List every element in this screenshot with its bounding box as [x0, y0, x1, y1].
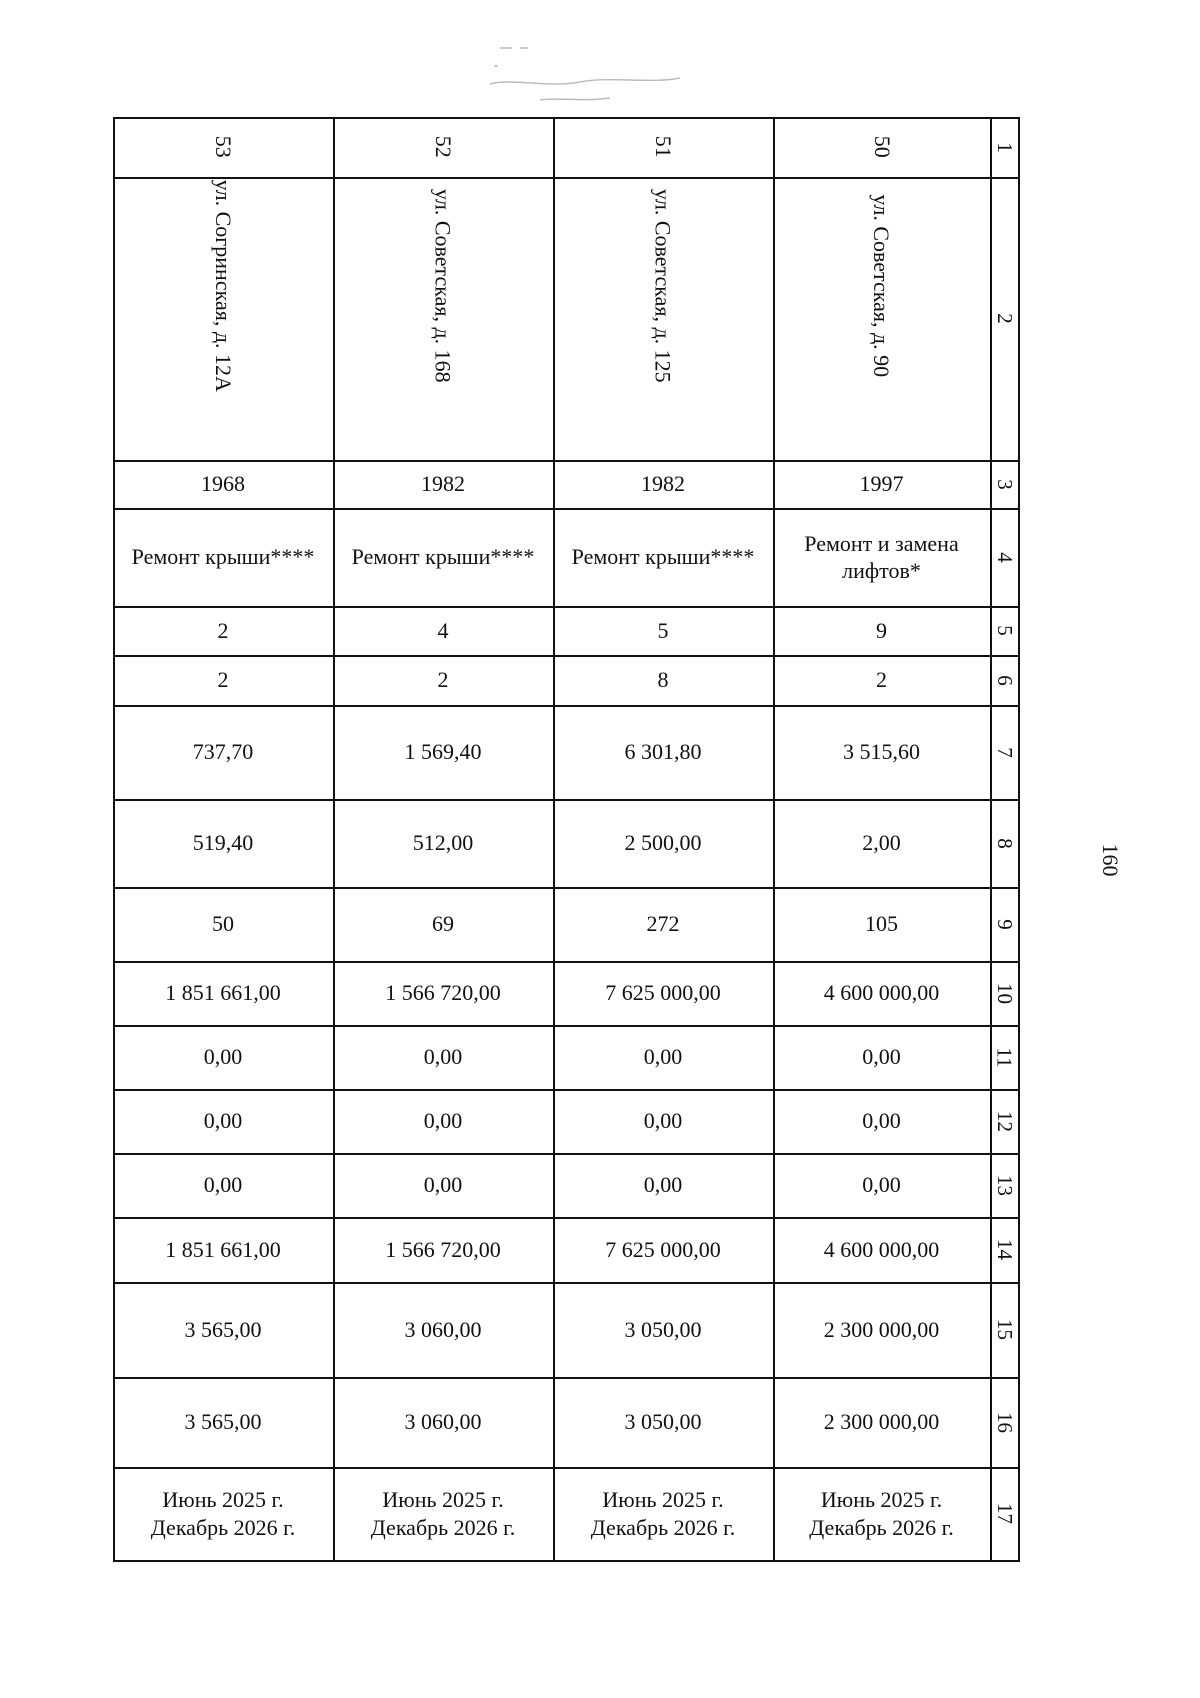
cell-value: 3 060,00 [404, 1409, 482, 1435]
end-date: Декабрь 2026 г. [370, 1514, 516, 1540]
cell-value: 2,00 [862, 830, 901, 856]
column-number-header [990, 177, 1018, 460]
table-cell [553, 606, 773, 655]
cell-value: 2 [217, 617, 229, 643]
column-number-label: 9 [992, 918, 1017, 930]
cell-value: 3 565,00 [184, 1409, 262, 1435]
column-number-header [990, 1377, 1018, 1467]
table-cell [773, 1467, 990, 1560]
column-number-label: 13 [992, 1174, 1017, 1196]
table-cell [553, 705, 773, 799]
column-number-header [990, 606, 1018, 655]
column-number-label: 5 [992, 625, 1017, 636]
table-cell [333, 177, 553, 460]
cell-value: 3 050,00 [624, 1409, 702, 1435]
cell-value: 3 515,60 [843, 739, 920, 765]
start-date: Июнь 2025 г. [602, 1487, 724, 1512]
table-cell [113, 887, 333, 961]
column-number-header [990, 1153, 1018, 1217]
cell-value: 105 [865, 911, 898, 937]
table-col-line [1018, 117, 1020, 1560]
table-cell [113, 1282, 333, 1377]
cell-value: 5 [657, 617, 669, 643]
cell-value: 1982 [421, 471, 465, 497]
column-number-label: 2 [992, 313, 1017, 324]
cell-value: 7 625 000,00 [605, 1236, 721, 1262]
table-cell [113, 1217, 333, 1282]
column-number-label: 17 [992, 1503, 1017, 1524]
table-cell [333, 1025, 553, 1089]
cell-value: 2 300 000,00 [823, 1316, 940, 1342]
work-type-text: Ремонт крыши**** [131, 544, 315, 570]
cell-value: 69 [432, 911, 454, 937]
column-number-header [990, 799, 1018, 887]
table-cell [553, 1282, 773, 1377]
cell-value: 0,00 [643, 1108, 683, 1134]
work-type-text: Ремонт крыши**** [351, 544, 535, 570]
table-cell [113, 117, 333, 177]
cell-value: 4 600 000,00 [823, 980, 940, 1006]
table-cell [333, 799, 553, 887]
table-cell [333, 460, 553, 508]
table-cell [553, 460, 773, 508]
table-cell [773, 177, 990, 460]
address-text: ул. Согринская, д. 12А [210, 179, 236, 392]
table-cell [553, 177, 773, 460]
table-cell [773, 1089, 990, 1153]
column-number-label: 8 [992, 837, 1017, 849]
cell-value: 1 566 720,00 [385, 1236, 501, 1262]
table-cell [333, 961, 553, 1025]
end-date: Декабрь 2026 г. [150, 1514, 296, 1540]
table-cell [113, 1025, 333, 1089]
cell-value: 0,00 [423, 1108, 463, 1134]
column-number-header [990, 887, 1018, 961]
column-number-label: 14 [992, 1239, 1017, 1260]
cell-value: 1 851 661,00 [165, 1236, 281, 1262]
table-cell [333, 1467, 553, 1560]
table-cell [113, 1467, 333, 1560]
column-number-header [990, 1282, 1018, 1377]
table-cell [113, 655, 333, 705]
table-cell [773, 1217, 990, 1282]
table-cell [553, 799, 773, 887]
row-number: 53 [210, 136, 236, 158]
work-type-text: Ремонт крыши**** [571, 544, 755, 570]
start-date: Июнь 2025 г. [382, 1487, 504, 1512]
cell-value: 272 [646, 911, 680, 937]
cell-value: 1 569,40 [404, 739, 482, 765]
table-cell [773, 1377, 990, 1467]
cell-value: 0,00 [862, 1108, 901, 1134]
table-cell [773, 705, 990, 799]
cell-value: 0,00 [643, 1044, 683, 1070]
cell-value: 737,70 [192, 739, 254, 765]
table-cell [553, 655, 773, 705]
cell-value: 9 [876, 617, 887, 643]
cell-value: 50 [212, 911, 234, 937]
cell-value: 512,00 [412, 830, 474, 856]
row-number: 50 [869, 136, 895, 158]
row-number: 51 [650, 136, 676, 158]
cell-value: 0,00 [423, 1044, 463, 1070]
table-cell [333, 117, 553, 177]
table-cell [113, 961, 333, 1025]
cell-value: 3 050,00 [624, 1316, 702, 1342]
table-cell [333, 1217, 553, 1282]
cell-value: 4 [437, 617, 449, 643]
table-cell [773, 655, 990, 705]
table-cell [333, 705, 553, 799]
table-cell [553, 1089, 773, 1153]
column-number-label: 15 [992, 1319, 1017, 1340]
table-cell [113, 460, 333, 508]
cell-value: 1982 [641, 471, 685, 497]
table-cell [333, 508, 553, 606]
table-cell [773, 606, 990, 655]
column-number-header [990, 655, 1018, 705]
column-number-header [990, 117, 1018, 177]
column-number-label: 3 [992, 478, 1017, 490]
table-cell [113, 1089, 333, 1153]
page-number: 160 [1098, 843, 1123, 877]
cell-value: 2 [437, 667, 449, 693]
cell-value: 0,00 [423, 1172, 463, 1198]
table-cell [333, 606, 553, 655]
table-cell [113, 508, 333, 606]
cell-value: 3 060,00 [404, 1316, 482, 1342]
cell-value: 1997 [859, 471, 904, 497]
table-cell [773, 1025, 990, 1089]
cell-value: 4 600 000,00 [823, 1236, 940, 1262]
cell-value: 2 500,00 [624, 830, 702, 856]
cell-value: 1 851 661,00 [165, 980, 281, 1006]
start-date: Июнь 2025 г. [820, 1487, 943, 1512]
address-text: ул. Советская, д. 90 [869, 194, 895, 378]
cell-value: 3 565,00 [184, 1316, 262, 1342]
table-cell [773, 961, 990, 1025]
cell-value: 6 301,80 [624, 739, 702, 765]
column-number-label: 7 [992, 746, 1017, 758]
cell-value: 1 566 720,00 [385, 980, 501, 1006]
address-text: ул. Советская, д. 168 [430, 188, 456, 383]
table-cell [553, 887, 773, 961]
table-cell [553, 508, 773, 606]
row-number: 52 [430, 136, 456, 158]
cell-value: 2 [217, 667, 229, 693]
table-cell [113, 799, 333, 887]
column-number-header [990, 1467, 1018, 1560]
column-number-label: 12 [992, 1110, 1017, 1132]
column-number-header [990, 460, 1018, 508]
cell-value: 2 [876, 667, 887, 693]
cell-value: 0,00 [862, 1172, 901, 1198]
table-cell [553, 1153, 773, 1217]
table-cell [333, 1153, 553, 1217]
cell-value: 0,00 [643, 1172, 683, 1198]
table-cell [773, 799, 990, 887]
cell-value: 519,40 [192, 830, 254, 856]
cell-value: 0,00 [203, 1108, 243, 1134]
table-cell [773, 1282, 990, 1377]
column-number-header [990, 508, 1018, 606]
table-cell [553, 1025, 773, 1089]
end-date: Декабрь 2026 г. [809, 1514, 954, 1540]
table-cell [333, 887, 553, 961]
table-cell [113, 1377, 333, 1467]
table-cell [333, 1282, 553, 1377]
table-cell [553, 117, 773, 177]
column-number-header [990, 961, 1018, 1025]
column-number-header [990, 1217, 1018, 1282]
table-cell [333, 1377, 553, 1467]
column-number-label: 6 [992, 674, 1017, 686]
table-row-line [113, 1560, 1020, 1562]
table-cell [553, 961, 773, 1025]
cell-value: 0,00 [862, 1044, 901, 1070]
table-cell [773, 117, 990, 177]
column-number-label: 1 [992, 141, 1017, 153]
column-number-header [990, 705, 1018, 799]
column-number-header [990, 1025, 1018, 1089]
start-date: Июнь 2025 г. [162, 1487, 284, 1512]
table-cell [113, 606, 333, 655]
table-cell [553, 1467, 773, 1560]
cell-value: 7 625 000,00 [605, 980, 721, 1006]
work-type-text: Ремонт и замена лифтов* [804, 530, 959, 583]
column-number-header [990, 1089, 1018, 1153]
table-cell [553, 1377, 773, 1467]
cell-value: 2 300 000,00 [823, 1409, 940, 1435]
table-cell [333, 1089, 553, 1153]
address-text: ул. Советская, д. 125 [650, 188, 676, 383]
table-cell [113, 705, 333, 799]
cell-value: 0,00 [203, 1172, 243, 1198]
cell-value: 0,00 [203, 1044, 243, 1070]
cell-value: 1968 [201, 471, 245, 497]
column-number-label: 16 [992, 1411, 1017, 1433]
table-cell [553, 1217, 773, 1282]
table-cell [773, 508, 990, 606]
column-number-label: 10 [992, 982, 1017, 1004]
cell-value: 8 [657, 667, 669, 693]
table-cell [773, 887, 990, 961]
table-cell [333, 655, 553, 705]
column-number-label: 4 [992, 551, 1017, 563]
column-number-label: 11 [992, 1046, 1017, 1068]
table-cell [113, 1153, 333, 1217]
table-cell [773, 460, 990, 508]
end-date: Декабрь 2026 г. [590, 1514, 736, 1540]
table-cell [113, 177, 333, 460]
table-cell [773, 1153, 990, 1217]
